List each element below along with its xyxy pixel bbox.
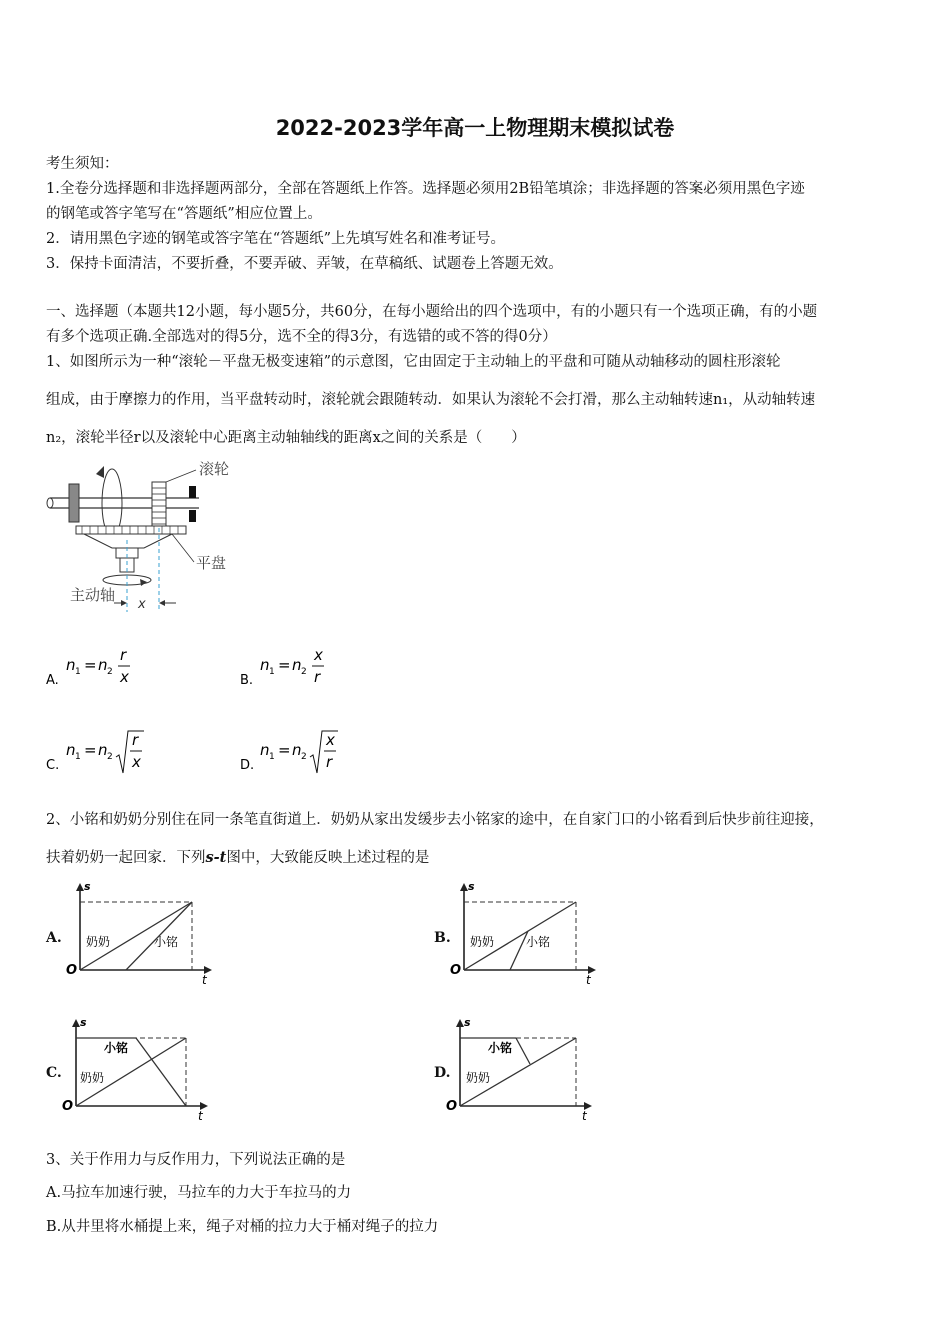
svg-text:奶奶: 奶奶 — [86, 935, 111, 949]
svg-text:n: n — [260, 741, 270, 759]
notice-item-3: 3．保持卡面清洁，不要折叠，不要弄破、弄皱，在草稿纸、试题卷上答题无效。 — [46, 256, 563, 272]
svg-text:s: s — [80, 1016, 87, 1029]
q1-option-b — [240, 640, 370, 704]
svg-text:小铭: 小铭 — [488, 1041, 513, 1055]
svg-text:n: n — [66, 741, 76, 759]
svg-text:t: t — [586, 973, 591, 987]
notice-item-2: 2．请用黑色字迹的钢笔或答字笔在“答题纸”上先填写姓名和准考证号。 — [46, 231, 506, 247]
svg-text:O: O — [66, 963, 78, 978]
svg-text:C.: C. — [46, 758, 60, 773]
notice-heading: 考生须知： — [46, 156, 119, 172]
svg-text:t: t — [202, 973, 207, 987]
graph-a-letter: A. — [46, 930, 62, 946]
svg-text:A.: A. — [46, 673, 59, 688]
notice-item-1-cont: 的钢笔或答字笔写在“答题纸”相应位置上。 — [46, 206, 322, 222]
svg-text:x: x — [326, 731, 335, 749]
svg-text:r: r — [132, 731, 139, 749]
roller-disk-diagram — [44, 452, 244, 622]
svg-text:x: x — [314, 646, 323, 664]
svg-text:D.: D. — [240, 758, 255, 773]
q1-stem-3: n₂，滚轮半径r以及滚轮中心距离主动轴轴线的距离x之间的关系是（ ） — [46, 430, 526, 446]
label-disk: 平盘 — [196, 554, 227, 572]
graph-a — [62, 878, 222, 988]
q3-option-b: B.从井里将水桶提上来，绳子对桶的拉力大于桶对绳子的拉力 — [46, 1219, 439, 1235]
svg-text:=: = — [84, 741, 97, 759]
svg-text:r: r — [314, 668, 321, 686]
svg-text:n: n — [292, 656, 302, 674]
svg-text:奶奶: 奶奶 — [466, 1071, 491, 1085]
svg-text:=: = — [278, 656, 291, 674]
svg-text:奶奶: 奶奶 — [80, 1071, 105, 1085]
page-title: 2022-2023学年高一上物理期末模拟试卷 — [275, 116, 675, 140]
svg-text:奶奶: 奶奶 — [470, 935, 495, 949]
svg-text:x: x — [120, 668, 129, 686]
label-roller: 滚轮 — [199, 460, 230, 478]
q3-stem: 3、关于作用力与反作用力，下列说法正确的是 — [46, 1152, 346, 1168]
svg-text:s: s — [84, 880, 91, 893]
q1-stem-2: 组成，由于摩擦力的作用，当平盘转动时，滚轮就会跟随转动．如果认为滚轮不会打滑，那么主动轴转速n₁，从动轴转速 — [46, 392, 816, 408]
label-drive-axis: 主动轴 — [70, 586, 116, 604]
graph-d — [442, 1014, 602, 1124]
q1-stem-1: 1、如图所示为一种“滚轮－平盘无极变速箱”的示意图，它由固定于主动轴上的平盘和可随从动轴移动的圆柱形滚轮 — [46, 354, 781, 370]
svg-text:x: x — [132, 753, 141, 771]
q1-option-c — [46, 725, 176, 789]
svg-text:B.: B. — [240, 673, 254, 688]
q2-stem-1: 2、小铭和奶奶分别住在同一条笔直街道上．奶奶从家出发缓步去小铭家的途中，在自家门口的小铭看到后快步前往迎接， — [46, 812, 824, 828]
svg-text:r: r — [326, 753, 333, 771]
svg-text:n: n — [98, 741, 108, 759]
section-instructions-2: 有多个选项正确.全部选对的得5分，选不全的得3分，有选错的或不答的得0分） — [46, 329, 557, 345]
svg-text:2: 2 — [301, 667, 307, 677]
q1-option-d — [240, 725, 370, 789]
svg-text:1: 1 — [269, 752, 275, 762]
label-x: x — [138, 597, 146, 612]
q3-option-a: A.马拉车加速行驶，马拉车的力大于车拉马的力 — [46, 1185, 352, 1201]
graph-c-letter: C. — [46, 1065, 62, 1081]
graph-c — [58, 1014, 218, 1124]
svg-text:n: n — [292, 741, 302, 759]
svg-text:O: O — [446, 1099, 458, 1114]
svg-text:小铭: 小铭 — [154, 935, 179, 949]
q2-stem-2: 扶着奶奶一起回家．下列s-t图中，大致能反映上述过程的是 — [46, 849, 430, 866]
svg-text:r: r — [120, 646, 127, 664]
svg-text:小铭: 小铭 — [526, 935, 551, 949]
svg-text:n: n — [260, 656, 270, 674]
svg-text:2: 2 — [107, 667, 113, 677]
svg-text:s: s — [468, 880, 475, 893]
svg-text:2: 2 — [107, 752, 113, 762]
svg-text:=: = — [278, 741, 291, 759]
section-instructions-1: 一、选择题（本题共12小题，每小题5分，共60分，在每小题给出的四个选项中，有的小题只有一个选项正确，有的小题 — [46, 304, 818, 320]
svg-text:n: n — [66, 656, 76, 674]
svg-text:O: O — [450, 963, 462, 978]
svg-text:2: 2 — [301, 752, 307, 762]
svg-text:小铭: 小铭 — [104, 1041, 129, 1055]
graph-d-letter: D. — [434, 1065, 451, 1081]
svg-text:s: s — [464, 1016, 471, 1029]
svg-text:O: O — [62, 1099, 74, 1114]
notice-item-1: 1.全卷分选择题和非选择题两部分，全部在答题纸上作答。选择题必须用2B铅笔填涂；非选择题的答案必须用黑色字迹 — [46, 181, 805, 197]
graph-b — [446, 878, 606, 988]
svg-text:n: n — [98, 656, 108, 674]
svg-text:1: 1 — [269, 667, 275, 677]
svg-text:t: t — [582, 1109, 587, 1123]
graph-b-letter: B. — [434, 930, 451, 946]
svg-text:1: 1 — [75, 752, 81, 762]
svg-text:1: 1 — [75, 667, 81, 677]
svg-text:t: t — [198, 1109, 203, 1123]
q1-option-a — [46, 640, 176, 704]
svg-text:=: = — [84, 656, 97, 674]
